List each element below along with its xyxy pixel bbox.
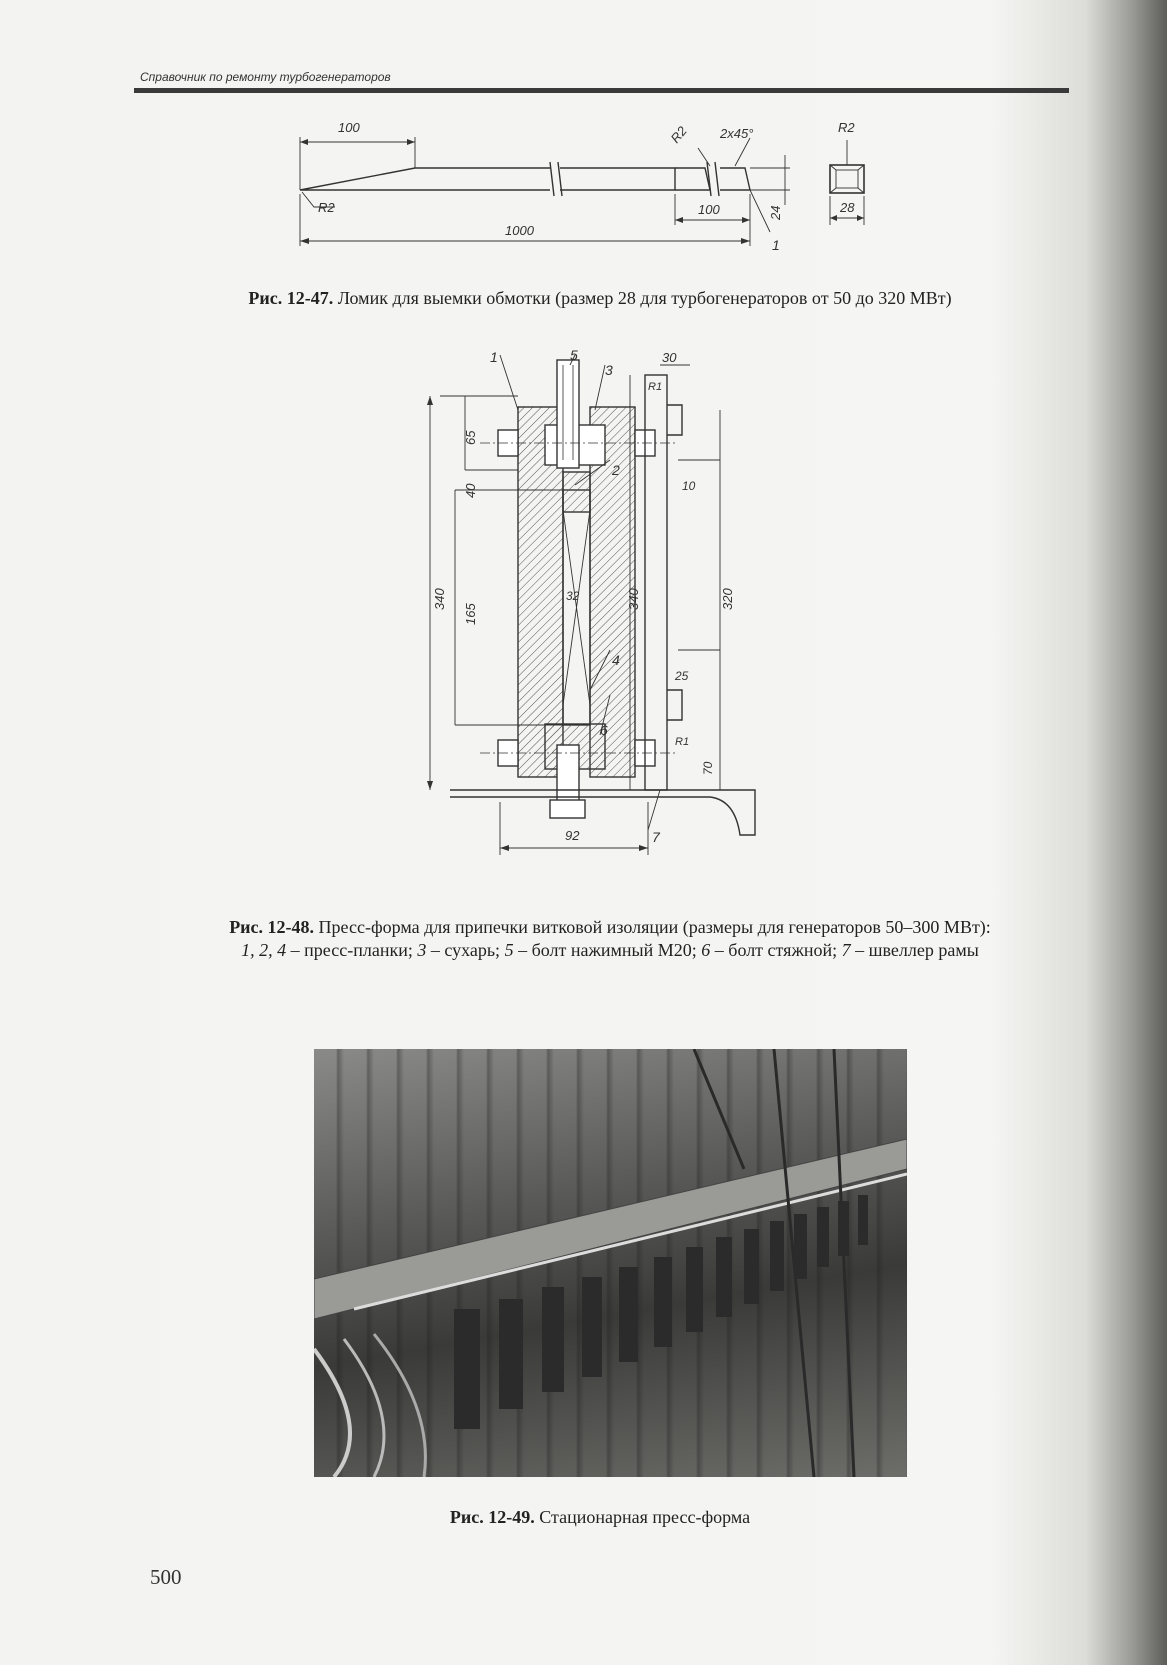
fig48-legend-text-5: – швеллер рамы	[850, 940, 979, 960]
figure-12-49-photo	[314, 1049, 907, 1477]
fig48-legend-num-3: 5	[504, 940, 514, 960]
fig47-dim-r2-section: R2	[838, 120, 855, 135]
fig48-legend-text-3: – болт нажимный М20;	[513, 940, 702, 960]
fig48-dim-65: 65	[463, 430, 478, 445]
page-number: 500	[150, 1565, 182, 1589]
fig48-legend-num-4: 6	[701, 940, 711, 960]
fig48-dim-25: 25	[675, 669, 689, 683]
fig49-caption-label: Рис. 12-49.	[449, 1507, 535, 1527]
fig48-dim-165: 165	[463, 603, 478, 625]
fig47-dim-100-top: 100	[338, 120, 360, 135]
fig48-legend-text-2: – сухарь;	[426, 940, 505, 960]
fig48-dim-320: 320	[720, 588, 735, 610]
fig48-dim-32: 32	[566, 589, 580, 603]
fig49-caption-text: Стационарная пресс-форма	[539, 1507, 751, 1527]
fig48-callout-6: 6	[600, 722, 608, 738]
fig47-caption-label: Рис. 12-47.	[248, 288, 334, 308]
fig47-dim-24: 24	[768, 205, 783, 220]
fig48-caption-text: Пресс-форма для припечки витковой изоляции (размеры для генераторов 50–300 МВт):	[318, 917, 991, 937]
fig48-dim-r1-top: R1	[648, 381, 663, 393]
photo-press-form-illustration	[314, 1049, 907, 1477]
fig47-caption-text: Ломик для выемки обмотки (размер 28 для турбогенераторов от 50 до 320 МВт)	[337, 288, 952, 308]
fig48-dim-30: 30	[662, 350, 677, 365]
figure-12-47-drawing	[280, 110, 920, 270]
running-head: Справочник по ремонту турбогенераторов	[140, 70, 391, 84]
fig48-legend-text-1: – пресс-планки;	[286, 940, 418, 960]
fig47-dim-r2-top: R2	[667, 123, 690, 146]
fig47-dim-chamfer: 2x45°	[720, 126, 754, 141]
fig48-dim-40: 40	[463, 483, 478, 498]
fig48-legend-num-2: 3	[417, 940, 427, 960]
fig48-dim-r1-bottom: R1	[675, 736, 690, 748]
figure-12-47-caption	[190, 287, 1010, 310]
fig48-callout-5: 5	[570, 350, 578, 363]
fig48-callout-2: 2	[612, 462, 620, 478]
fig48-callout-4: 4	[612, 652, 620, 668]
fig48-legend	[210, 939, 1010, 962]
fig48-callout-3: 3	[605, 362, 613, 378]
fig48-legend-num-1: 1, 2, 4	[241, 940, 287, 960]
fig48-callout-1: 1	[490, 350, 498, 365]
fig48-dim-340-left: 340	[432, 588, 447, 610]
fig47-dim-r2-tip: R2	[318, 200, 335, 215]
fig47-dim-100-bottom: 100	[698, 202, 720, 217]
fig48-dim-70: 70	[701, 761, 715, 775]
header-rule	[134, 88, 1069, 93]
figure-12-49-caption	[260, 1506, 940, 1529]
fig47-dim-1000: 1000	[505, 223, 534, 238]
fig48-dim-340-right: 340	[626, 588, 641, 610]
fig48-dim-10: 10	[682, 479, 696, 493]
figure-12-48-drawing	[420, 350, 800, 900]
fig47-dim-28: 28	[840, 200, 855, 215]
figure-12-48-caption	[210, 916, 1010, 962]
fig48-callout-7: 7	[652, 829, 660, 845]
fig47-callout-1: 1	[772, 237, 780, 253]
fig48-dim-92: 92	[565, 828, 580, 843]
fig48-caption-label: Рис. 12-48.	[229, 917, 315, 937]
fig48-legend-num-5: 7	[841, 940, 851, 960]
fig48-legend-text-4: – болт стяжной;	[710, 940, 842, 960]
